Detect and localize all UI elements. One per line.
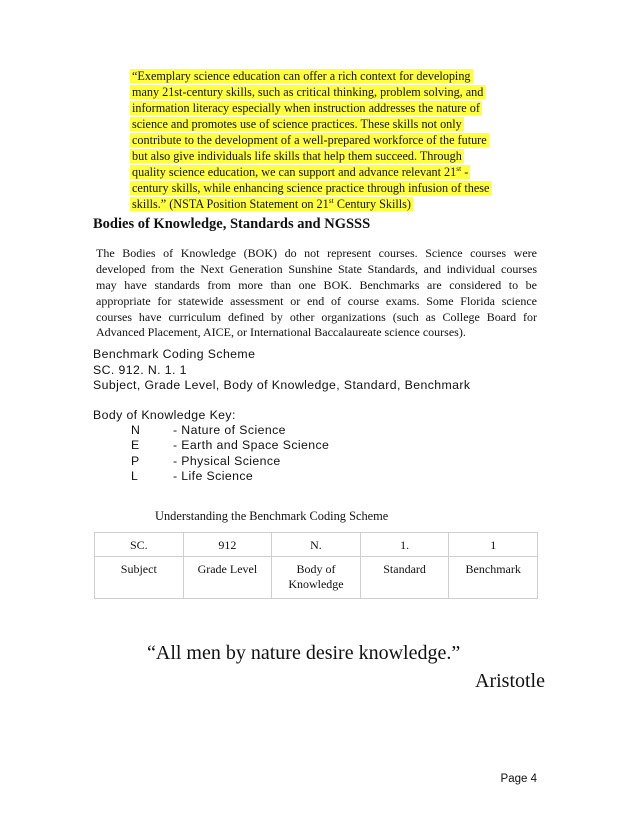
key-label: - Nature of Science <box>173 423 286 438</box>
bok-paragraph <box>96 246 537 341</box>
quote-line: contribute to the development of a well-prepared workforce of the future <box>132 133 487 147</box>
table-cell: Subject <box>95 557 184 599</box>
key-letter: N <box>131 423 141 438</box>
key-heading: Body of Knowledge Key: <box>93 408 236 422</box>
key-letter: L <box>131 468 139 483</box>
paragraph-line: may have standards from more than one BOK. Benchmarks are considered to be <box>96 277 537 292</box>
paragraph-line: The Bodies of Knowledge (BOK) do not represent courses. Science courses were <box>96 246 537 260</box>
key-label: - Physical Science <box>173 453 281 468</box>
quote-line: “Exemplary science education can offer a rich context for developing <box>132 69 471 83</box>
coding-legend: Subject, Grade Level, Body of Knowledge, Standard, Benchmark <box>93 378 471 393</box>
quote-line: quality science education, we can support and advance relevant 21st - <box>132 163 469 179</box>
section-title: Bodies of Knowledge, Standards and NGSSS <box>93 216 371 232</box>
key-label: - Life Science <box>173 468 254 483</box>
quote-author: Aristotle <box>475 670 545 692</box>
table-title: Understanding the Benchmark Coding Scheme <box>155 509 389 523</box>
benchmark-coding-scheme <box>93 347 470 394</box>
paragraph-line: developed from the Next Generation Sunshine State Standards, and individual courses <box>96 261 537 276</box>
key-letter: P <box>131 453 140 468</box>
table-cell: N. <box>272 533 361 557</box>
table-cell: 912 <box>183 533 272 557</box>
table-cell: Benchmark <box>449 557 538 599</box>
table-row <box>95 533 538 557</box>
table-cell: Body of Knowledge <box>272 557 361 599</box>
quote-line: century skills, while enhancing science practice through infusion of these <box>132 181 490 195</box>
table-cell: SC. <box>95 533 184 557</box>
table-row <box>95 557 538 599</box>
nsta-quote-block <box>130 68 500 212</box>
table-cell: Standard <box>360 557 449 599</box>
paragraph-line: Advanced Placement, AICE, or International Baccalaureate science courses). <box>96 325 466 340</box>
quote-line: skills.” (NSTA Position Statement on 21st Century Skills) <box>132 195 411 211</box>
quote-line: many 21st-century skills, such as critical thinking, problem solving, and <box>132 85 484 99</box>
benchmark-table <box>94 532 538 599</box>
page-number: Page 4 <box>500 773 537 785</box>
paragraph-line: courses have curriculum defined by other organizations (such as College Board for <box>96 309 537 324</box>
coding-example: SC. 912. N. 1. 1 <box>93 362 187 377</box>
table-cell: Grade Level <box>183 557 272 599</box>
quote-line: but also give individuals life skills that help them succeed. Through <box>132 149 462 163</box>
key-item <box>93 438 329 453</box>
aristotle-quote: “All men by nature desire knowledge.” <box>147 642 461 664</box>
table-cell: 1 <box>449 533 538 557</box>
quote-line: science and promotes use of science practices. These skills not only <box>132 117 462 131</box>
key-item <box>93 454 329 469</box>
key-item <box>93 423 329 438</box>
table-cell: 1. <box>360 533 449 557</box>
key-letter: E <box>131 438 140 453</box>
bok-key <box>93 408 329 484</box>
coding-heading: Benchmark Coding Scheme <box>93 347 256 361</box>
key-label: - Earth and Space Science <box>173 438 330 453</box>
quote-line: information literacy especially when instruction addresses the nature of <box>132 101 480 115</box>
key-item <box>93 469 329 484</box>
paragraph-line: appropriate for statewide assessment or end of course exams. Some Florida science <box>96 293 537 308</box>
